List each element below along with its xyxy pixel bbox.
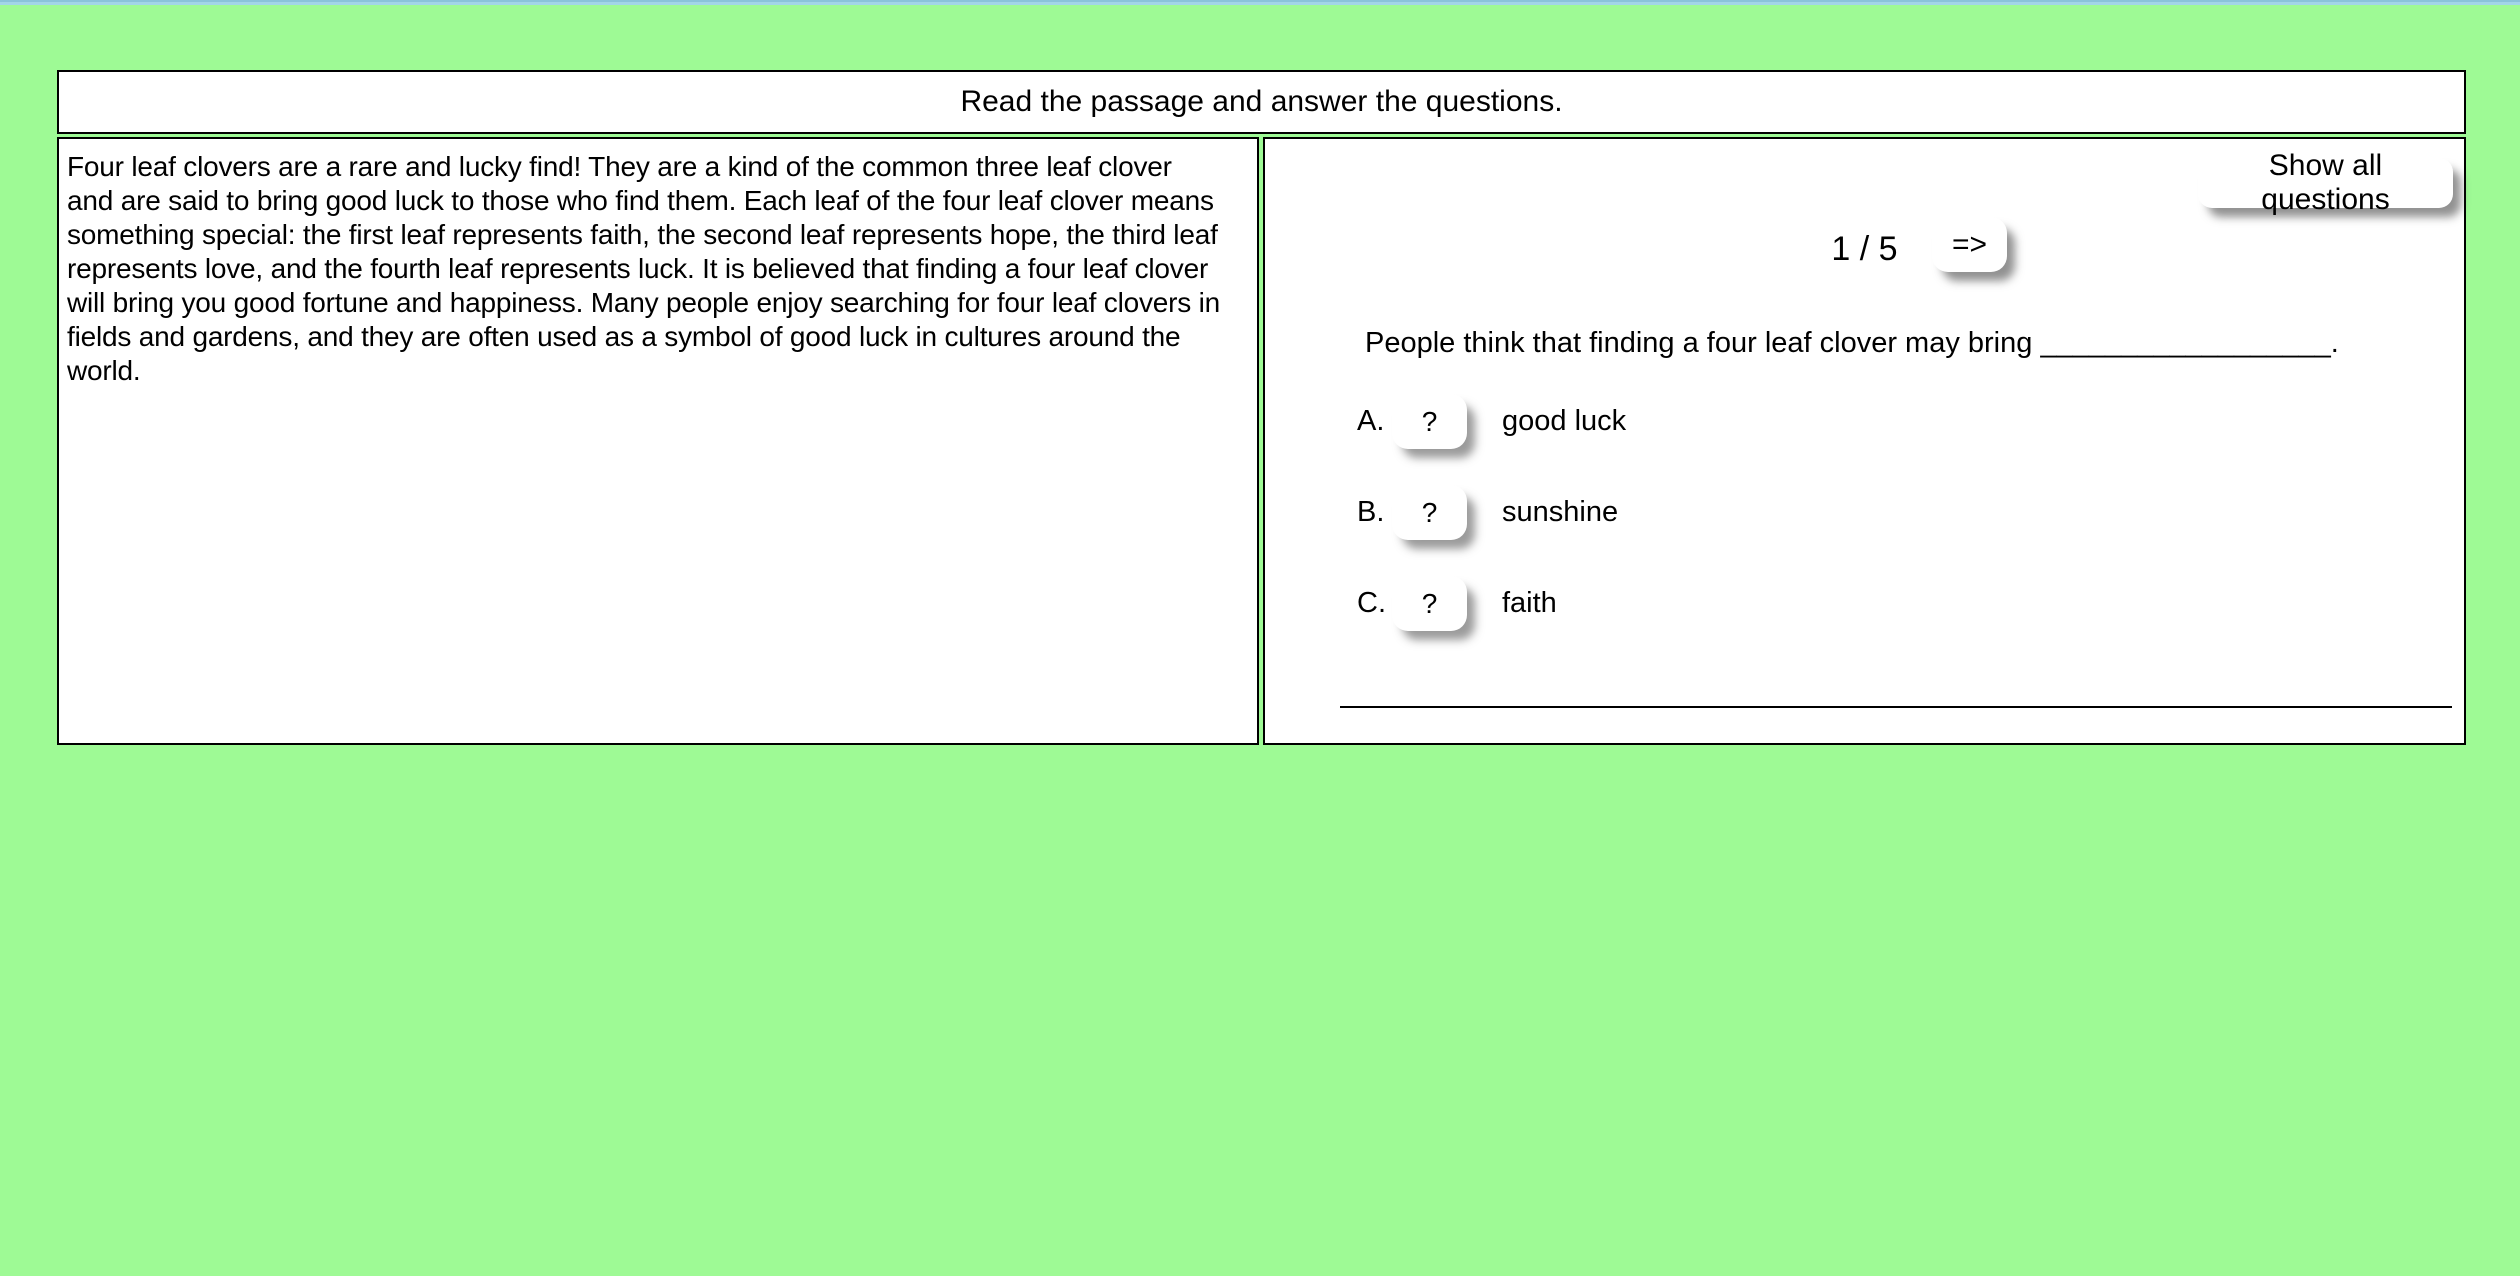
reveal-answer-button[interactable]: ? bbox=[1392, 576, 1467, 631]
reveal-answer-button[interactable]: ? bbox=[1392, 485, 1467, 540]
reveal-answer-button[interactable]: ? bbox=[1392, 394, 1467, 449]
option-text: faith bbox=[1502, 587, 1557, 619]
option-text: sunshine bbox=[1502, 496, 1619, 528]
option-row bbox=[1357, 394, 1626, 449]
show-all-questions-button[interactable]: Show all questions bbox=[2198, 158, 2453, 208]
instructions-text: Read the passage and answer the questions. bbox=[960, 85, 1563, 118]
top-edge-strip bbox=[0, 0, 2520, 5]
option-letter: B. bbox=[1357, 496, 1385, 528]
next-question-button[interactable]: => bbox=[1932, 217, 2007, 272]
option-text: good luck bbox=[1502, 405, 1627, 437]
passage-panel bbox=[57, 137, 1259, 745]
quiz-panel bbox=[1263, 137, 2466, 745]
instructions-bar bbox=[57, 70, 2466, 134]
option-letter: A. bbox=[1357, 405, 1385, 437]
answer-divider bbox=[1340, 706, 2452, 708]
option-letter: C. bbox=[1357, 587, 1386, 619]
question-progress: 1 / 5 bbox=[1831, 230, 1898, 268]
passage-text: Four leaf clovers are a rare and lucky find! They are a kind of the common three leaf clover and are said to bring good luck to those who find them. Each leaf of the four leaf clover means something special: the first leaf represents faith, the second leaf represents hope, the third leaf represents love, and the fourth leaf represents luck. It is believed that finding a four leaf clover will bring you good fortune and happiness. Many people enjoy searching for four leaf clovers in fields and gardens, and they are often used as a symbol of good luck in cultures around the world. bbox=[67, 151, 1221, 386]
option-row bbox=[1357, 576, 1557, 631]
option-row bbox=[1357, 485, 1618, 540]
question-text: People think that finding a four leaf clover may bring __________________. bbox=[1365, 327, 2339, 359]
